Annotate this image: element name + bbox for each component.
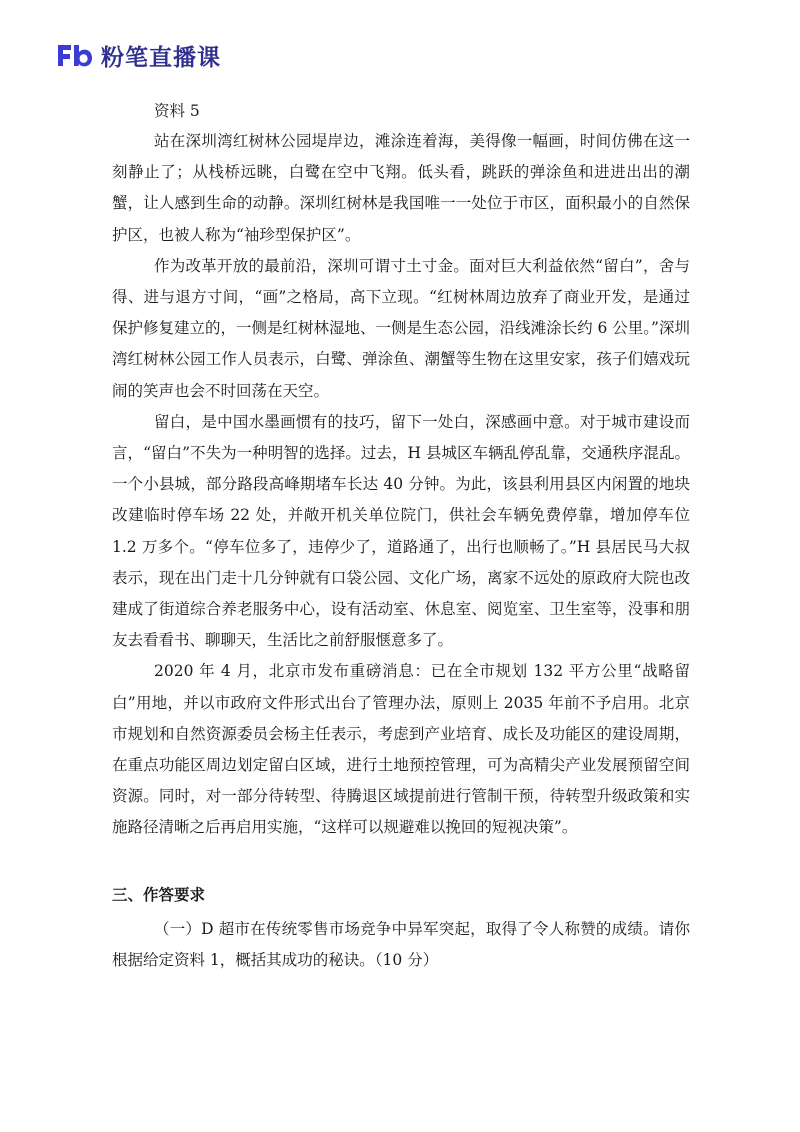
- document-body: [112, 96, 690, 976]
- material-label: 资料 5: [154, 102, 200, 120]
- question-1: （一）D 超市在传统零售市场竞争中异军突起，取得了令人称赞的成绩。请你根据给定资料 1，概括其成功的秘诀。（10 分）: [112, 919, 690, 969]
- material-paragraph-2: 作为改革开放的最前沿，深圳可谓寸土寸金。面对巨大利益依然“留白”，舍与得、进与退方寸间，“画”之格局，高下立现。“红树林周边放弃了商业开发，是通过保护修复建立的，一侧是红树林湿地、一侧是生态公园，沿线滩涂长约 6 公里。”深圳湾红树林公园工作人员表示，白鹭、弹涂鱼、潮蟹等生物在这里安家，孩子们嬉戏玩闹的笑声也会不时回荡在天空。: [112, 256, 690, 400]
- material-paragraph-4: 2020 年 4 月，北京市发布重磅消息：已在全市规划 132 平方公里“战略留白”用地，并以市政府文件形式出台了管理办法，原则上 2035 年前不予启用。北京市规划和自然资源委员会杨主任表示，考虑到产业培育、成长及功能区的建设周期，在重点功能区周边划定留白区域，进行土地预控管理，可为高精尖产业发展预留空间资源。同时，对一部分待转型、待腾退区域提前进行管制干预，待转型升级政策和实施路径清晰之后再启用实施，“这样可以规避难以挽回的短视决策”。: [112, 662, 690, 837]
- section-title: 三、作答要求: [112, 885, 206, 904]
- material-paragraph-3: 留白，是中国水墨画惯有的技巧，留下一处白，深感画中意。对于城市建设而言，“留白”不失为一种明智的选择。过去，H 县城区车辆乱停乱靠，交通秩序混乱。一个小县城，部分路段高峰期堵车长达 40 分钟。为此，该县利用县区内闲置的地块改建临时停车场 22 处，并敞开机关单位院门，供社会车辆免费停靠，增加停车位 1.2 万多个。“停车位多了，违停少了，道路通了，出行也顺畅了。”H 县居民马大叔表示，现在出门走十几分钟就有口袋公园、文化广场，离家不远处的原政府大院也改建成了街道综合养老服务中心，设有活动室、休息室、阅览室、卫生室等，没事和朋友去看看书、聊聊天，生活比之前舒服惬意多了。: [112, 412, 690, 650]
- brand-name: 粉笔直播课: [101, 44, 221, 71]
- fb-logo-icon: [55, 41, 93, 69]
- material-paragraph-1: 站在深圳湾红树林公园堤岸边，滩涂连着海，美得像一幅画，时间仿佛在这一刻静止了；从栈桥远眺，白鹭在空中飞翔。低头看，跳跃的弹涂鱼和进进出出的潮蟹，让人感到生命的动静。深圳红树林是我国唯一一处位于市区，面积最小的自然保护区，也被人称为“袖珍型保护区”。: [112, 132, 690, 244]
- brand-logo: [55, 38, 221, 72]
